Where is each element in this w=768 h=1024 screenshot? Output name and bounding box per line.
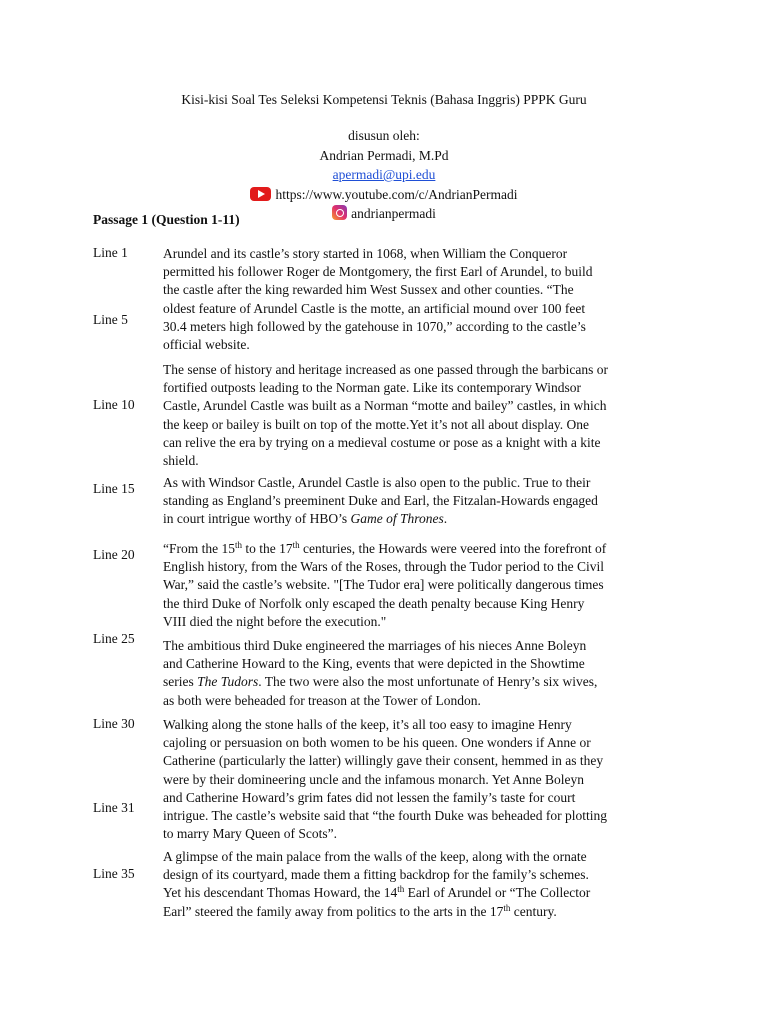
text-segment: Earl” steered the family away from politics to the arts in the 17 <box>163 903 504 919</box>
text-line: the keep or bailey is built on top of the motte.Yet it’s not all about display. One <box>163 416 589 432</box>
text-line: As with Windsor Castle, Arundel Castle is also open to the public. True to their <box>163 475 591 490</box>
text-line: were by their domineering uncle and the infamous monarch. Yet Anne Boleyn <box>163 771 585 787</box>
text-segment: . <box>443 511 448 527</box>
youtube-icon <box>250 187 271 201</box>
paragraph-5 <box>163 637 683 710</box>
line-label-5: Line 5 <box>93 312 128 327</box>
text-line: standing as England’s preeminent Duke and Earl, the Fitzalan-Howards engaged <box>163 493 598 509</box>
text-line: the castle after the king rewarded him West Sussex and other counties. “The <box>163 282 574 298</box>
text-line: as both were beheaded for treason at the Tower of London. <box>163 692 481 708</box>
show-title: The Tudors <box>197 674 259 690</box>
superscript: th <box>235 540 243 550</box>
paragraph-2 <box>163 361 683 470</box>
text-line: English history, from the Wars of the Roses, through the Tudor period to the Civil <box>163 559 605 575</box>
text-line: can relive the era by trying on a medieval costume or pose as a knight with a kite <box>163 434 601 450</box>
paragraph-1 <box>163 245 683 354</box>
line-label-15: Line 15 <box>93 481 135 496</box>
line-label-30: Line 30 <box>93 716 135 731</box>
text-line: and Catherine Howard’s grim fates did not lessen the family’s taste for court <box>163 789 576 805</box>
paragraph-3 <box>163 474 683 529</box>
text-line: War,” said the castle’s website. "[The Tudor era] were politically dangerous times <box>163 577 604 593</box>
line-label-10: Line 10 <box>93 397 135 412</box>
text-segment: Earl of Arundel or “The Collector <box>404 885 591 901</box>
superscript: th <box>292 540 300 550</box>
email-link[interactable]: apermadi@upi.edu <box>332 167 436 182</box>
text-line <box>163 673 683 691</box>
paragraph-7 <box>163 848 683 921</box>
youtube-row <box>0 185 768 205</box>
text-line: and Catherine Howard to the King, events that were depicted in the Showtime <box>163 656 585 672</box>
passage-heading: Passage 1 (Question 1-11) <box>93 212 240 227</box>
line-label-1: Line 1 <box>93 245 128 260</box>
text-line: fortified outposts leading to the Norman gate. Like its contemporary Windsor <box>163 380 581 396</box>
text-line: oldest feature of Arundel Castle is the motte, an artificial mound over 100 feet <box>163 300 586 316</box>
superscript: th <box>397 884 405 895</box>
text-line: Castle, Arundel Castle was built as a Norman “motte and bailey” castles, in which <box>163 398 607 414</box>
line-label-35: Line 35 <box>93 866 135 881</box>
text-segment: in court intrigue worthy of HBO’s <box>163 511 351 527</box>
show-title: Game of Thrones <box>350 511 444 527</box>
text-line <box>163 903 683 921</box>
instagram-handle[interactable]: andrianpermadi <box>351 206 436 221</box>
text-segment: Yet his descendant Thomas Howard, the 14 <box>163 885 398 901</box>
text-line: Walking along the stone halls of the keep, it’s all too easy to imagine Henry <box>163 717 572 732</box>
text-line: shield. <box>163 453 199 469</box>
text-line: Arundel and its castle’s story started in 1068, when William the Conqueror <box>163 246 568 261</box>
text-line: intrigue. The castle’s website said that “the fourth Duke was beheaded for plotting <box>163 808 607 824</box>
superscript: th <box>503 902 511 913</box>
paragraph-4 <box>163 540 683 631</box>
text-segment: century. <box>510 903 557 919</box>
text-segment: centuries, the Howards were veered into the forefront of <box>299 541 607 556</box>
text-line: 30.4 meters high followed by the gatehouse in 1070,” according to the castle’s <box>163 318 586 334</box>
youtube-url[interactable]: https://www.youtube.com/c/AndrianPermadi <box>275 186 518 202</box>
compiled-by-label: disusun oleh: <box>348 128 420 143</box>
text-segment: to the 17 <box>242 541 293 556</box>
author-block <box>0 126 768 224</box>
text-line <box>163 540 683 558</box>
text-line: Catherine (particularly the latter) willingly gave their consent, hemmed in as they <box>163 753 604 769</box>
line-label-31: Line 31 <box>93 800 135 815</box>
document-title: Kisi-kisi Soal Tes Seleksi Kompetensi Teknis (Bahasa Inggris) PPPK Guru <box>181 92 587 107</box>
text-line: The sense of history and heritage increased as one passed through the barbicans or <box>163 362 608 377</box>
text-line <box>163 510 683 528</box>
text-line: VIII died the night before the execution." <box>163 613 387 629</box>
line-label-25: Line 25 <box>93 631 135 646</box>
text-line: official website. <box>163 337 250 353</box>
text-line <box>163 884 683 902</box>
paragraph-6 <box>163 716 683 843</box>
text-line: The ambitious third Duke engineered the marriages of his nieces Anne Boleyn <box>163 638 587 653</box>
text-segment: “From the 15 <box>163 541 235 556</box>
line-label-20: Line 20 <box>93 547 135 562</box>
instagram-icon <box>332 205 347 220</box>
text-line: permitted his follower Roger de Montgomery, the first Earl of Arundel, to build <box>163 264 593 280</box>
author-name: Andrian Permadi, M.Pd <box>319 147 449 163</box>
text-line: the third Duke of Norfolk only escaped the death penalty because King Henry <box>163 595 585 611</box>
text-segment: . The two were also the most unfortunate of Henry’s six wives, <box>258 674 598 690</box>
text-line: to marry Mary Queen of Scots”. <box>163 826 337 842</box>
text-segment: series <box>163 674 198 690</box>
text-line: design of its courtyard, made them a fitting backdrop for the family’s schemes. <box>163 867 589 883</box>
text-line: A glimpse of the main palace from the walls of the keep, along with the ornate <box>163 849 587 864</box>
text-line: cajoling or persuasion on both women to be his queen. One wonders if Anne or <box>163 735 591 751</box>
